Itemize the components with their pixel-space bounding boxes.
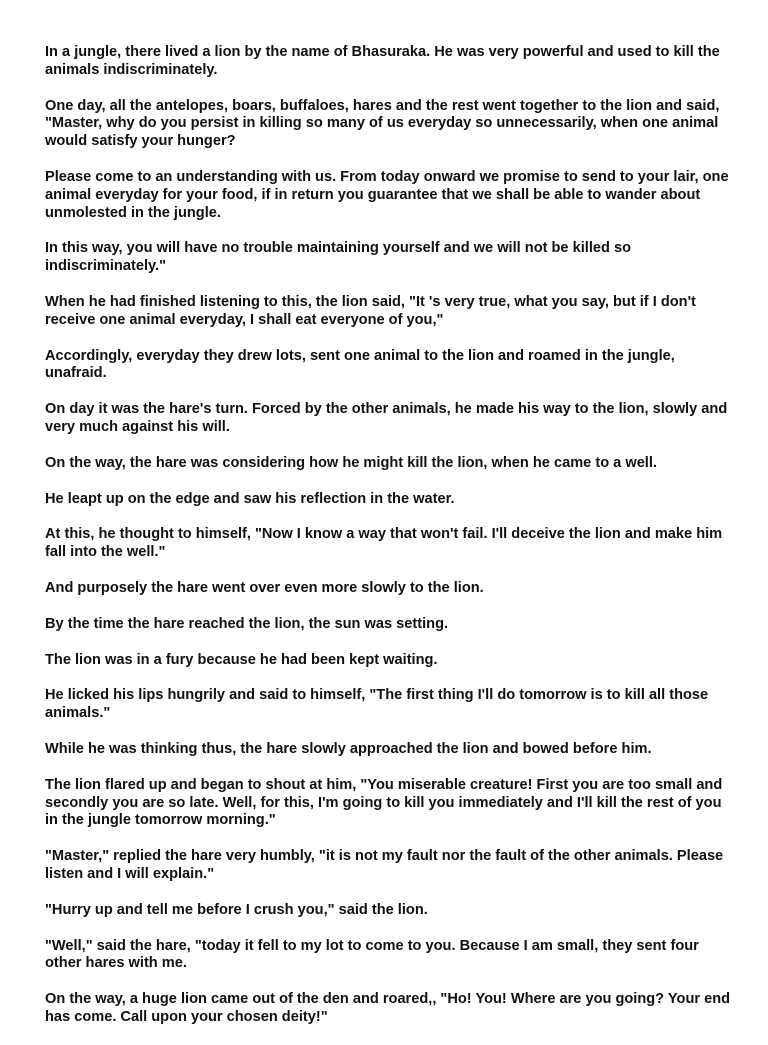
paragraph-15: While he was thinking thus, the hare slowly approached the lion and bowed before him.	[45, 740, 652, 757]
paragraph-4: In this way, you will have no trouble maintaining yourself and we will not be killed so indiscriminately."	[45, 240, 632, 275]
paragraph-6: Accordingly, everyday they drew lots, sent one animal to the lion and roamed in the jungle, unafraid.	[45, 347, 675, 382]
paragraph-11: And purposely the hare went over even more slowly to the lion.	[45, 579, 484, 596]
paragraph-10: At this, he thought to himself, "Now I know a way that won't fail. I'll deceive the lion and make him fall into the well."	[45, 526, 723, 561]
paragraph-13: The lion was in a fury because he had been kept waiting.	[45, 651, 438, 668]
paragraph-20: On the way, a huge lion came out of the den and roared,, "Ho! You! Where are you going? Your end has come. Call upon your chosen deity!"	[45, 991, 731, 1025]
paragraph-1: In a jungle, there lived a lion by the name of Bhasuraka. He was very powerful and used to kill the animals indiscriminately.	[45, 44, 720, 78]
paragraph-2: One day, all the antelopes, boars, buffaloes, hares and the rest went together to the lion and said, "Master, why do you persist in killing so many of us everyday so unnecessarily, when one animal would satisfy your hunger?	[45, 97, 720, 150]
paragraph-19: "Well," said the hare, "today it fell to my lot to come to you. Because I am small, they sent four other hares with me.	[45, 937, 699, 972]
paragraph-8: On the way, the hare was considering how he might kill the lion, when he came to a well.	[45, 454, 657, 471]
paragraph-3: Please come to an understanding with us. From today onward we promise to send to your lair, one animal everyday for your food, if in return you guarantee that we shall be able to wander about unmolested in the jungle.	[45, 168, 729, 221]
document-page	[45, 44, 733, 1045]
paragraph-16: The lion flared up and began to shout at him, "You miserable creature! First you are too small and secondly you are so late. Well, for this, I'm going to kill you immediately and I'll kill the rest of you in the jungle tomorrow morning."	[45, 776, 723, 829]
paragraph-14: He licked his lips hungrily and said to himself, "The first thing I'll do tomorrow is to kill all those animals."	[45, 687, 709, 722]
paragraph-5: When he had finished listening to this, the lion said, "It 's very true, what you say, but if I don't receive one animal everyday, I shall eat everyone of you,"	[45, 293, 696, 328]
paragraph-17: "Master," replied the hare very humbly, "it is not my fault nor the fault of the other animals. Please listen and I will explain."	[45, 848, 724, 882]
paragraph-7: On day it was the hare's turn. Forced by the other animals, he made his way to the lion, slowly and very much against his will.	[45, 401, 728, 435]
paragraph-9: He leapt up on the edge and saw his reflection in the water.	[45, 490, 455, 507]
paragraph-12: By the time the hare reached the lion, the sun was setting.	[45, 615, 449, 632]
paragraph-18: "Hurry up and tell me before I crush you," said the lion.	[45, 901, 428, 918]
